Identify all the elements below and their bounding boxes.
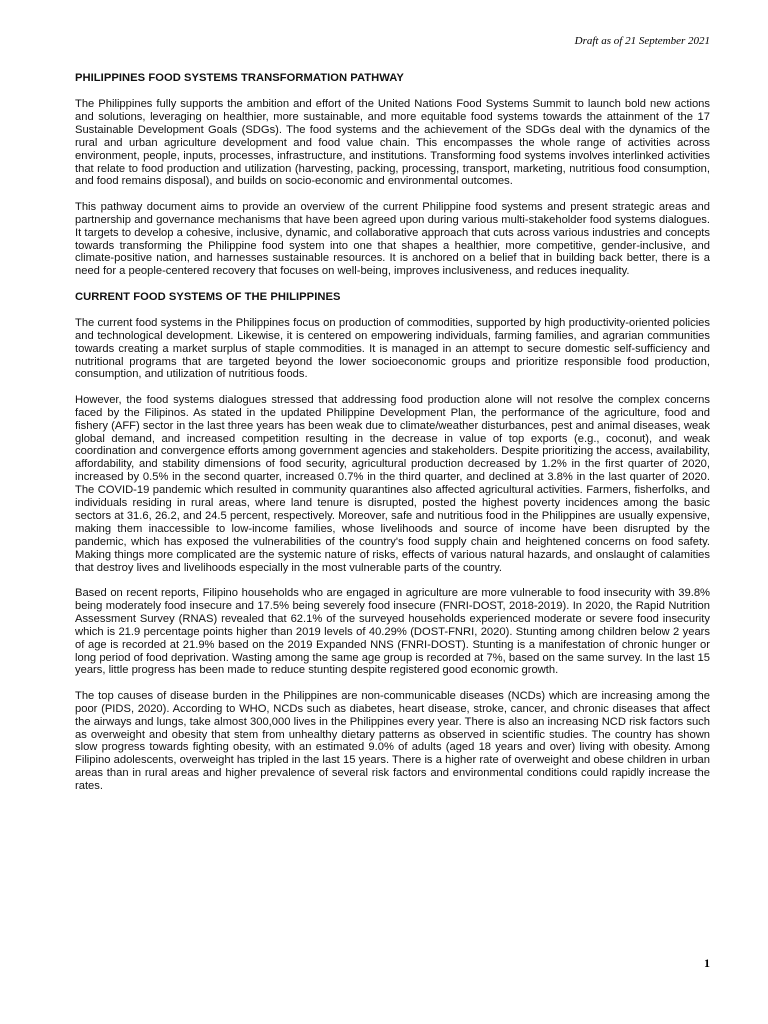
paragraph: This pathway document aims to provide an overview of the current Philippine food systems and present strategic areas and partnership and governance mechanisms that have been agreed upon during various multi-stakeholder food systems dialogues. It targets to develop a cohesive, inclusive, dynamic, and collaborative approach that cuts across various industries and concepts towards transforming the Philippine food system into one that shapes a healthier, more competitive, gender-inclusive, and climate-positive nation, and harnesses sustainable resources. It is anchored on a belief that in building back better, there is a need for a people-centered recovery that focuses on well-being, improves inclusiveness, and reduces inequality. bbox=[75, 200, 710, 278]
paragraph: The current food systems in the Philippines focus on production of commodities, supported by high productivity-oriented policies and technological development. Likewise, it is centered on empowering individuals, farming families, and agrarian communities towards creating a market surplus of staple commodities. It is managed in an attempt to secure domestic self-sufficiency and nutritional programs that are targeted beyond the lower socioeconomic groups and prioritize responsible food production, consumption, and utilization of nutritious foods. bbox=[75, 316, 710, 381]
document-body bbox=[75, 72, 710, 806]
section-heading: CURRENT FOOD SYSTEMS OF THE PHILIPPINES bbox=[75, 290, 341, 303]
paragraph: The top causes of disease burden in the Philippines are non-communicable diseases (NCDs) which are increasing among the poor (PIDS, 2020). According to WHO, NCDs such as diabetes, heart disease, stroke, cancer, and chronic diseases that affect the airways and lungs, take almost 300,000 lives in the Philippines every year. There is also an increasing NCD risk factors such as overweight and obesity that stem from unhealthy dietary patterns as observed in scientific studies. The country has shown slow progress towards fighting obesity, with an estimated 9.0% of adults (aged 18 years and over) living with obesity. Among Filipino adolescents, overweight has tripled in the last 15 years. There is a higher rate of overweight and obese children in urban areas than in rural areas and higher prevalence of several risk factors and environmental conditions could rapidly increase the rates. bbox=[75, 689, 710, 793]
paragraph: The Philippines fully supports the ambition and effort of the United Nations Food Systems Summit to launch bold new actions and solutions, leveraging on healthier, more sustainable, and more equitable food systems towards the attainment of the 17 Sustainable Development Goals (SDGs). The food systems and the achievement of the SDGs deal with the dynamics of the rural and urban agriculture development and food value chain. This encompasses the whole range of activities across environment, people, inputs, processes, infrastructure, and institutions. Transforming food systems involves interlinked activities that relate to food production and utilization (harvesting, packing, processing, transport, marketing, nutritious food consumption, and food remains disposal), and builds on socio-economic and environmental outcomes. bbox=[75, 98, 710, 188]
section-current-food-systems bbox=[75, 291, 710, 793]
section-heading: PHILIPPINES FOOD SYSTEMS TRANSFORMATION PATHWAY bbox=[75, 72, 404, 84]
page-number: 1 bbox=[704, 956, 710, 970]
paragraph: Based on recent reports, Filipino households who are engaged in agriculture are more vulnerable to food insecurity with 39.8% being moderately food insecure and 17.5% being severely food insecure (FNRI-DOST, 2018-2019). In 2020, the Rapid Nutrition Assessment Survey (RNAS) revealed that 62.1% of the surveyed households experienced moderate or severe food insecurity which is 21.9 percentage points higher than 2019 levels of 40.29% (DOST-FNRI, 2020). Stunting among children below 2 years of age is recorded at 21.9% based on the 2019 Expanded NNS (FNRI-DOST). Stunting is a manifestation of chronic hunger or long period of food deprivation. Wasting among the same age group is recorded at 7%, based on the same survey. In the last 15 years, little progress has been made to reduce stunting despite registered good economic growth. bbox=[75, 587, 710, 677]
paragraph: However, the food systems dialogues stressed that addressing food production alone will not resolve the complex concerns faced by the Filipinos. As stated in the updated Philippine Development Plan, the performance of the agriculture, food and fishery (AFF) sector in the last three years has been weak due to climate/weather disturbances, pest and animal diseases, weak global demand, and increased competition resulting in the decrease in value of top exports (e.g., coconut), and weak coordination and convergence efforts among government agencies and stakeholders. Despite prioritizing the access, availability, affordability, and stability dimensions of food security, agricultural production decreased by 1.2% in the first quarter of 2020, increased by 0.5% in the second quarter, increased 0.7% in the third quarter, and declined at 3.8% in the last quarter of 2020. The COVID-19 pandemic which resulted in community quarantines also affected agricultural activities. Farmers, fisherfolks, and individuals residing in rural areas, where land tenure is disrupted, posted the highest poverty incidences among the basic sectors at 31.6, 26.2, and 24.5 percent, respectively. Moreover, safe and nutritious food in the Philippines are usually expensive, making them inaccessible to low-income families, whose livelihoods and source of income have been disrupted by the pandemic, which has exposed the vulnerabilities of the country's food supply chain and heightened concerns on food safety. Making things more complicated are the systemic nature of risks, effects of various natural hazards, and onslaught of calamities that destroy lives and livelihoods especially in the most vulnerable parts of the country. bbox=[75, 393, 710, 574]
section-transformation-pathway bbox=[75, 72, 710, 278]
draft-note: Draft as of 21 September 2021 bbox=[574, 35, 710, 47]
